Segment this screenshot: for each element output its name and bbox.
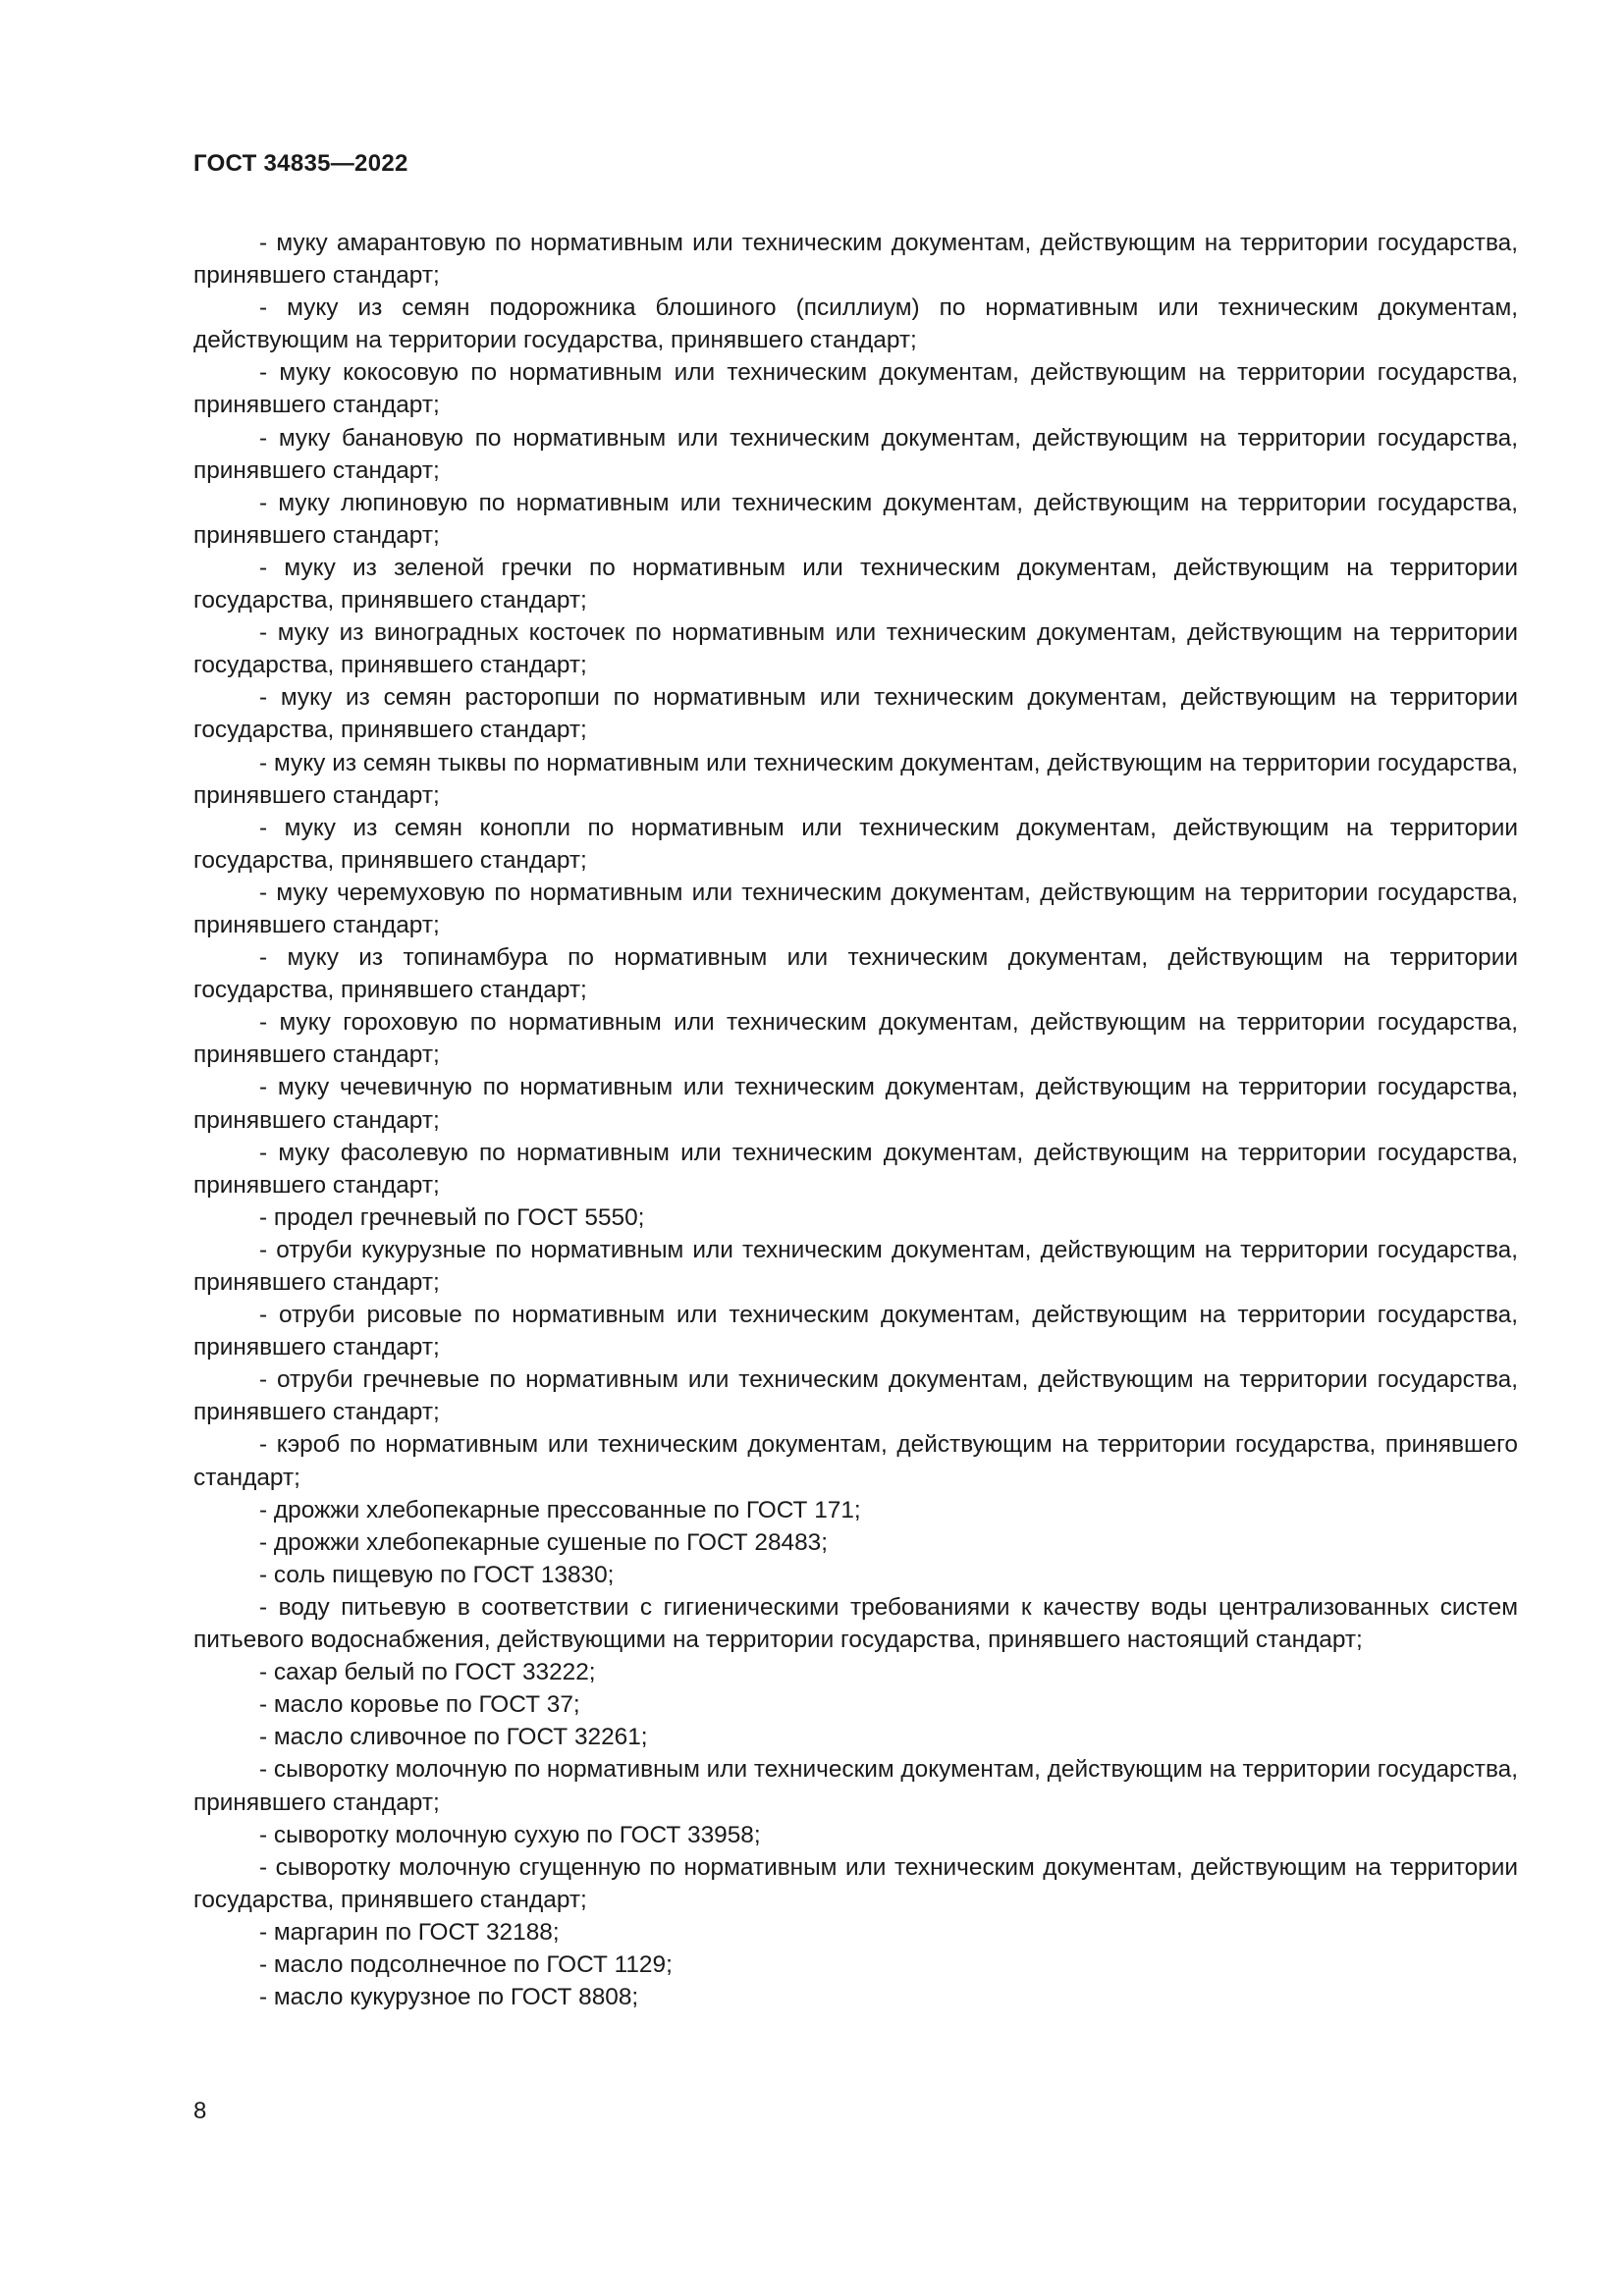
list-item: - сахар белый по ГОСТ 33222; — [259, 1659, 596, 1686]
list-item: - муку из семян подорожника блошиного (псиллиум) по нормативным или техническим документам, действующим на территории государства, принявшего стандарт; — [193, 294, 1518, 354]
list-item: - кэроб по нормативным или техническим документам, действующим на территории государства, принявшего стандарт; — [193, 1431, 1518, 1491]
list-item: - муку из семян расторопши по нормативным или техническим документам, действующим на территории государства, принявшего стандарт; — [193, 684, 1518, 744]
list-item: - дрожжи хлебопекарные сушеные по ГОСТ 28483; — [259, 1528, 829, 1556]
list-item: - продел гречневый по ГОСТ 5550; — [259, 1203, 645, 1231]
ingredient-list — [193, 227, 1518, 2013]
list-item: - муку из зеленой гречки по нормативным или техническим документам, действующим на территории государства, принявшего стандарт; — [193, 554, 1518, 614]
document-header: ГОСТ 34835—2022 — [193, 150, 408, 177]
list-item: - муку гороховую по нормативным или техническим документам, действующим на территории государства, принявшего стандарт; — [193, 1009, 1518, 1069]
list-item: - муку кокосовую по нормативным или техническим документам, действующим на территории государства, принявшего стандарт; — [193, 359, 1518, 419]
list-item: - муку чечевичную по нормативным или техническим документам, действующим на территории государства, принявшего стандарт; — [193, 1074, 1518, 1134]
list-item: - муку черемуховую по нормативным или техническим документам, действующим на территории государства, принявшего стандарт; — [193, 879, 1518, 938]
list-item: - отруби гречневые по нормативным или техническим документам, действующим на территории государства, принявшего стандарт; — [193, 1366, 1518, 1426]
list-item: - муку фасолевую по нормативным или техническим документам, действующим на территории государства, принявшего стандарт; — [193, 1139, 1518, 1199]
list-item: - масло коровье по ГОСТ 37; — [259, 1691, 580, 1719]
list-item: - муку амарантовую по нормативным или техническим документам, действующим на территории государства, принявшего стандарт; — [193, 230, 1518, 290]
list-item: - масло кукурузное по ГОСТ 8808; — [259, 1984, 639, 2011]
list-item: - соль пищевую по ГОСТ 13830; — [259, 1561, 615, 1588]
list-item: - маргарин по ГОСТ 32188; — [259, 1918, 560, 1946]
list-item: - муку из топинамбура по нормативным или техническим документам, действующим на территории государства, принявшего стандарт; — [193, 944, 1518, 1004]
list-item: - сыворотку молочную сухую по ГОСТ 33958; — [259, 1821, 761, 1848]
list-item: - сыворотку молочную по нормативным или техническим документам, действующим на территории государства, принявшего стандарт; — [193, 1756, 1518, 1816]
list-item: - масло сливочное по ГОСТ 32261; — [259, 1724, 648, 1751]
list-item: - сыворотку молочную сгущенную по нормативным или техническим документам, действующим на территории государства, принявшего стандарт; — [193, 1853, 1518, 1913]
list-item: - муку люпиновую по нормативным или техническим документам, действующим на территории государства, принявшего стандарт; — [193, 489, 1518, 549]
list-item: - отруби кукурузные по нормативным или техническим документам, действующим на территории государства, принявшего стандарт; — [193, 1236, 1518, 1296]
list-item: - воду питьевую в соответствии с гигиеническими требованиями к качеству воды централизованных систем питьевого водоснабжения, действующими на территории государства, принявшего настоящий стандарт; — [193, 1593, 1518, 1654]
list-item: - масло подсолнечное по ГОСТ 1129; — [259, 1950, 673, 1978]
list-item: - муку из виноградных косточек по нормативным или техническим документам, действующим на территории государства, принявшего стандарт; — [193, 619, 1518, 679]
list-item: - муку из семян тыквы по нормативным или техническим документам, действующим на территории государства, принявшего стандарт; — [193, 749, 1518, 809]
list-item: - отруби рисовые по нормативным или техническим документам, действующим на территории государства, принявшего стандарт; — [193, 1302, 1518, 1362]
list-item: - муку банановую по нормативным или техническим документам, действующим на территории государства, принявшего стандарт; — [193, 424, 1518, 484]
page-number: 8 — [193, 2098, 207, 2124]
list-item: - дрожжи хлебопекарные прессованные по ГОСТ 171; — [259, 1496, 861, 1523]
list-item: - муку из семян конопли по нормативным или техническим документам, действующим на территории государства, принявшего стандарт; — [193, 814, 1518, 874]
